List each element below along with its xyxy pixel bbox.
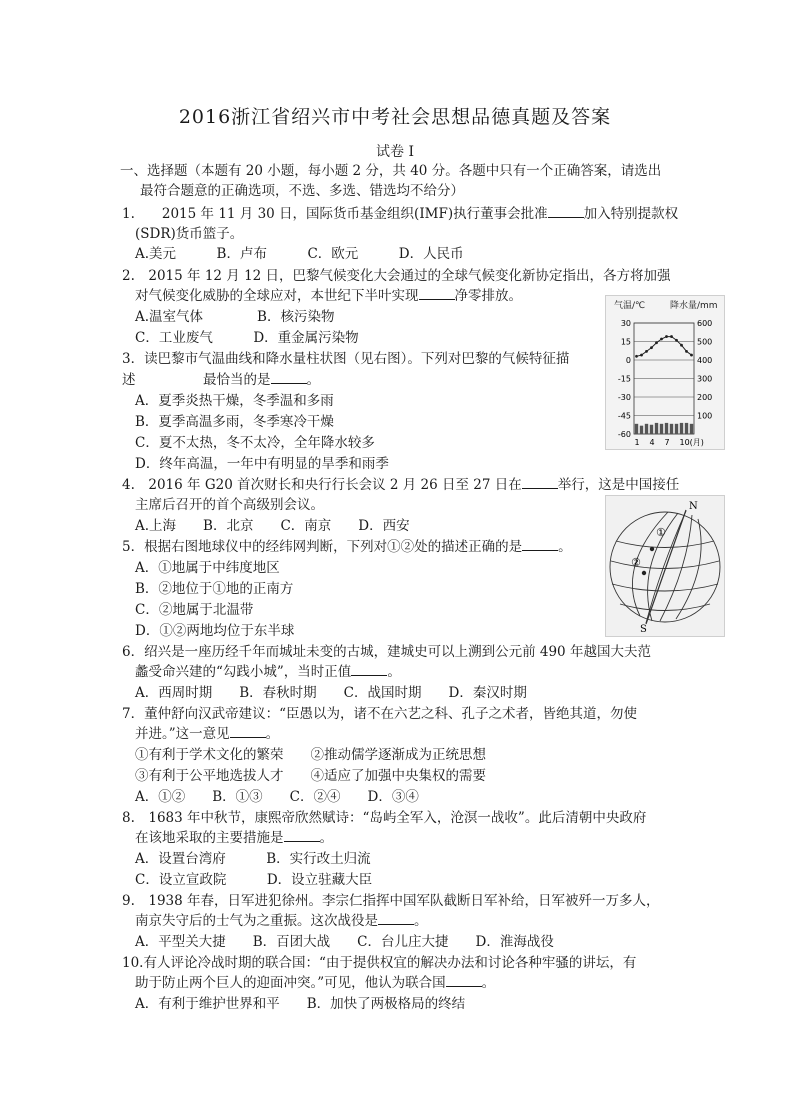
temp-tick-label: -60 <box>617 430 631 439</box>
q3-option-b: B．夏季高温多雨，冬季寒冷干燥 <box>135 414 334 430</box>
precip-bar <box>680 423 683 434</box>
q8-stem-cont: 在该地采取的主要措施是 。 <box>135 830 333 846</box>
answer-blank <box>548 205 584 218</box>
q10-stem-cont: 助于防止两个巨人的迎面冲突。”可见，他认为联合国 。 <box>135 975 496 991</box>
precip-axis-label: 降水量/mm <box>670 301 718 311</box>
temperature-point <box>665 335 668 338</box>
q3-option-a: A．夏季炎热干燥，冬季温和多雨 <box>135 393 334 409</box>
temperature-point <box>660 338 663 341</box>
month-tick-label: 7 <box>664 438 670 447</box>
north-label: N <box>689 501 698 512</box>
q1-options: A.美元 B．卢布 C．欧元 D．人民币 <box>135 246 464 262</box>
q10-options: A．有利于维护世界和平 B．加快了两极格局的终结 <box>135 996 466 1012</box>
temp-tick-label: -30 <box>617 393 631 402</box>
temperature-point <box>645 350 648 353</box>
temperature-point <box>685 350 688 353</box>
temperature-point <box>675 339 678 342</box>
q8-stem: 8. 1683 年中秋节，康熙帝欣然赋诗：“岛屿全军入，沧溟一战收”。此后清朝中央政府 <box>122 810 647 826</box>
q7-options: A．①② B．①③ C．②④ D．③④ <box>135 789 419 805</box>
q2-stem: 2. 2015 年 12 月 12 日，巴黎气候变化大会通过的全球气候变化新协定指出，各方将加强 <box>122 268 671 284</box>
q1-stem-cont: (SDR)货币篮子。 <box>135 226 244 242</box>
precip-tick-label: 300 <box>697 374 713 384</box>
q8-options-ab: A．设置台湾府 B．实行改土归流 <box>135 851 371 867</box>
temp-axis-label: 气温/℃ <box>614 301 646 311</box>
precip-bar <box>640 426 643 434</box>
precip-bar <box>660 424 663 434</box>
latitude-line <box>620 604 710 611</box>
precip-bar <box>685 423 688 434</box>
temp-tick-label: 0 <box>625 356 631 365</box>
globe-svg <box>606 496 724 636</box>
q2-options-ab: A.温室气体 B．核污染物 <box>135 309 335 325</box>
answer-blank <box>419 287 455 300</box>
month-tick-label: 4 <box>649 438 655 447</box>
q4-stem: 4. 2016 年 G20 首次财长和央行行长会议 2 月 26 日至 27 日在 举行，这是中国接任 <box>122 477 680 493</box>
answer-blank <box>284 829 320 842</box>
earth-axis <box>646 510 686 624</box>
south-label: S <box>640 624 647 635</box>
latitude-line <box>612 584 718 591</box>
month-tick-label: 10(月) <box>679 438 704 447</box>
climate-chart-svg <box>606 296 724 449</box>
q7-statements-34: ③有利于公平地选拔人才 ④适应了加强中央集权的需要 <box>135 768 486 784</box>
q7-statements-12: ①有利于学术文化的繁荣 ②推动儒学逐渐成为正统思想 <box>135 747 486 763</box>
q9-stem: 9. 1938 年春，日军进犯徐州。李宗仁指挥中国军队截断日军补给，日军被歼一万多人， <box>122 893 660 909</box>
q2-stem-cont: 对气候变化威胁的全球应对，本世纪下半叶实现 净零排放。 <box>135 288 522 304</box>
precip-bar <box>655 423 658 434</box>
q4-stem-cont: 主席后召开的首个高级别会议。 <box>135 497 324 513</box>
q5-stem: 5．根据右图地球仪中的经纬网判断，下列对①②处的描述正确的是 。 <box>122 539 572 555</box>
precip-bar <box>645 424 648 434</box>
point-1-marker <box>650 547 654 551</box>
q2-options-cd: C．工业废气 D．重金属污染物 <box>135 330 359 346</box>
q10-stem: 10.有人评论冷战时期的联合国：“由于提供权宜的解决办法和讨论各种牢骚的讲坛，有 <box>122 955 637 971</box>
q9-options: A．平型关大捷 B．百团大战 C．台儿庄大捷 D．淮海战役 <box>135 934 554 950</box>
precip-bar <box>690 424 693 434</box>
temp-tick-label: 30 <box>620 319 631 328</box>
answer-blank <box>522 476 558 489</box>
answer-blank <box>351 663 387 676</box>
precip-bar <box>635 424 638 434</box>
q7-stem-cont: 并进。”这一意见 。 <box>135 726 280 742</box>
q5-option-c: C．②地属于北温带 <box>135 602 254 618</box>
paris-climate-chart <box>605 295 725 450</box>
temperature-point <box>640 354 643 357</box>
page-title: 2016浙江省绍兴市中考社会思想品德真题及答案 <box>178 106 612 128</box>
q5-option-d: D．①②两地均位于东半球 <box>135 623 295 639</box>
q6-stem-cont: 蠡受命兴建的“勾践小城”，当时正值 。 <box>135 664 401 680</box>
q3-stem: 3．读巴黎市气温曲线和降水量柱状图（见右图）。下列对巴黎的气候特征描 <box>122 351 570 367</box>
temperature-point <box>650 346 653 349</box>
paper-label: 试卷 I <box>376 144 414 160</box>
precip-bar <box>650 425 653 434</box>
temp-tick-label: -45 <box>617 411 631 421</box>
temperature-point <box>655 341 658 344</box>
answer-blank <box>271 371 307 384</box>
globe-figure <box>605 495 725 637</box>
q6-options: A．西周时期 B．春秋时期 C．战国时期 D．秦汉时期 <box>135 685 527 701</box>
longitude-line <box>676 519 701 619</box>
temp-tick-label: -15 <box>617 374 631 384</box>
q9-stem-cont: 南京失守后的士气为之重振。这次战役是 。 <box>135 913 428 929</box>
precip-tick-label: 600 <box>697 319 713 328</box>
q3-option-c: C．夏不太热，冬不太冷，全年降水较多 <box>135 435 375 451</box>
answer-blank <box>230 725 266 738</box>
point-1-label: ① <box>656 526 666 539</box>
q3-stem-cont: 述 最恰当的是 。 <box>122 372 320 388</box>
answer-blank <box>446 974 482 987</box>
q5-option-a: A．①地属于中纬度地区 <box>135 560 280 576</box>
temperature-point <box>635 355 638 358</box>
answer-blank <box>522 538 558 551</box>
temperature-point <box>690 354 693 357</box>
temp-tick-label: 15 <box>620 337 631 347</box>
point-2-label: ② <box>631 556 641 569</box>
precip-tick-label: 500 <box>697 337 713 347</box>
precip-bar <box>675 424 678 434</box>
month-tick-label: 1 <box>634 438 640 447</box>
precip-tick-label: 100 <box>697 411 713 421</box>
temperature-line <box>637 337 692 357</box>
section-heading: 一、选择题（本题有 20 小题，每小题 2 分，共 40 分。各题中只有一个正确答案，请选出 <box>120 163 662 179</box>
point-2-marker <box>642 571 646 575</box>
section-instructions: 最符合题意的正确选项，不选、多选、错选均不给分） <box>140 183 464 199</box>
precip-bar <box>665 423 668 434</box>
q3-option-d: D．终年高温，一年中有明显的旱季和雨季 <box>135 456 389 472</box>
q7-stem: 7．董仲舒向汉武帝建议：“臣愚以为，诸不在六艺之科、孔子之术者，皆绝其道，勿使 <box>122 706 637 722</box>
q5-option-b: B．②地位于①地的正南方 <box>135 581 294 597</box>
answer-blank <box>378 912 414 925</box>
q6-stem: 6．绍兴是一座历经千年而城址未变的古城，建城史可以上溯到公元前 490 年越国大夫范 <box>122 644 651 660</box>
latitude-line <box>616 541 714 548</box>
precip-tick-label: 400 <box>697 356 713 365</box>
temperature-point <box>680 344 683 347</box>
temperature-point <box>670 335 673 338</box>
precip-bar <box>670 424 673 434</box>
q8-options-cd: C．设立宣政院 D．设立驻藏大臣 <box>135 872 373 888</box>
precip-tick-label: 200 <box>697 393 713 402</box>
q1-stem: 1. 2015 年 11 月 30 日，国际货币基金组织(IMF)执行董事会批准 加入特别提款权 <box>122 206 679 222</box>
q4-options: A.上海 B．北京 C．南京 D．西安 <box>135 518 410 534</box>
